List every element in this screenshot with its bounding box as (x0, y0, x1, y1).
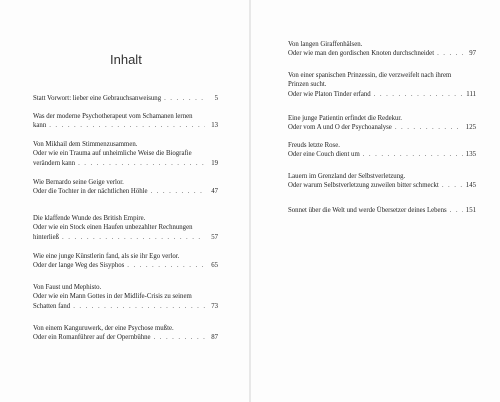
toc-entry (33, 283, 218, 311)
toc-entry-line: Prinzen sucht. (288, 81, 327, 89)
toc-entry-line: Freuds letzte Rose. (288, 142, 340, 149)
toc-page-number: 5 (214, 95, 218, 102)
toc-entry-lastline (33, 333, 218, 342)
toc-leader-dots (78, 159, 205, 168)
toc-page-number: 87 (211, 334, 218, 342)
toc-entry-lastline (33, 261, 218, 270)
toc-entry-line: Von einer spanischen Prinzessin, die verzweifelt nach ihrem (288, 72, 452, 79)
toc-leader-dots (395, 123, 463, 132)
toc-entry-line: Oder eine Couch dient um (288, 151, 360, 159)
toc-page-number: 111 (466, 90, 476, 98)
toc-entry (288, 114, 476, 133)
toc-leader-dots (450, 206, 463, 215)
toc-entry-line: Wie eine junge Künstlerin fand, als sie ihr Ego verlor. (33, 253, 180, 260)
toc-entry-lastline (33, 121, 218, 130)
toc-entry-line: Von Mikhail dem Stimmenzusammen. (33, 141, 138, 148)
toc-entry-lastline (288, 181, 476, 190)
toc-entry-lastline (33, 233, 218, 242)
toc-heading: Inhalt (110, 52, 142, 67)
toc-entry (288, 71, 476, 99)
toc-entry-line: Eine junge Patientin erfindet die Redekur. (288, 115, 403, 122)
right-page (251, 0, 500, 402)
toc-leader-dots (73, 302, 205, 311)
toc-entry-lastline (288, 206, 476, 215)
toc-entry-line: Statt Vorwort: lieber eine Gebrauchsanweisung (33, 95, 162, 102)
toc-page-number: 135 (465, 151, 476, 159)
toc-entry-line: Oder wie Platon Tinder erfand (288, 90, 371, 98)
toc-entry (33, 140, 218, 168)
toc-entry-line: Oder wie ein Stock einen Haufen unbezahlter Rechnungen (33, 224, 193, 232)
toc-entry-line: Oder wie ein Mann Gottes in der Midlife-Crisis zu seinem (33, 293, 192, 301)
toc-entry-line: Sonnet über die Welt und werde Übersetzer deines Lebens (288, 207, 447, 214)
toc-entry-line: Lauern im Grenzland der Selbstverletzung. (288, 173, 406, 180)
toc-entry (33, 252, 218, 271)
toc-leader-dots (127, 261, 205, 270)
toc-entry (288, 172, 476, 191)
toc-entry (33, 112, 218, 131)
toc-page-number: 65 (211, 262, 218, 270)
toc-leader-dots (49, 121, 205, 130)
toc-entry-line: Oder der lange Weg des Sisyphos (33, 262, 125, 270)
toc-leader-dots (164, 94, 205, 103)
toc-entry-line: Von Faust und Mephisto. (33, 284, 102, 291)
toc-entry (33, 214, 218, 242)
left-page (0, 0, 249, 402)
toc-entry-line: Schatten fand (33, 302, 71, 310)
toc-entry-line: verändern kann (33, 159, 76, 167)
toc-entry (288, 141, 476, 160)
toc-page-number: 13 (211, 122, 218, 130)
toc-leader-dots (374, 90, 463, 99)
toc-entry-line: Oder vom A und O der Psychoanalyse (288, 124, 392, 132)
toc-entry-lastline (288, 90, 476, 99)
toc-entry-lastline (33, 187, 218, 196)
toc-entry-line: Die klaffende Wunde des British Empire. (33, 215, 146, 222)
toc-entry-line: Oder die Tochter in der nächtlichen Höhle (33, 188, 148, 196)
toc-entry-lastline (33, 302, 218, 311)
toc-entry-line: Oder warum Selbstverletzung zuweilen bitter schmeckt (288, 182, 439, 190)
toc-entry-lastline (288, 123, 476, 132)
toc-entry-line: Oder ein Romanführer auf der Opernbühne (33, 334, 151, 342)
toc-entry (33, 178, 218, 197)
toc-entry (33, 324, 218, 343)
toc-leader-dots (363, 150, 463, 159)
toc-entry-line: Von langen Giraffenhälsen. (288, 41, 363, 48)
toc-leader-dots (437, 49, 463, 58)
toc-page-number: 47 (211, 188, 218, 196)
toc-entry (33, 94, 218, 103)
toc-entry-lastline (33, 94, 218, 103)
toc-leader-dots (442, 181, 463, 190)
toc-entry (288, 40, 476, 59)
toc-page-number: 57 (211, 233, 218, 241)
toc-page-number: 151 (465, 207, 476, 214)
toc-entry-lastline (288, 49, 476, 58)
toc-leader-dots (154, 333, 205, 342)
toc-leader-dots (62, 233, 205, 242)
toc-entry-line: Wie Bernardo seine Geige verlor. (33, 179, 124, 186)
toc-entry-line: kann (33, 122, 47, 130)
toc-entry-lastline (33, 159, 218, 168)
toc-page-number: 19 (211, 159, 218, 167)
toc-entry-line: Oder wie man den gordischen Knoten durchschneidet (288, 50, 435, 58)
toc-page-number: 145 (465, 182, 476, 190)
toc-entry-lastline (288, 150, 476, 159)
toc-entry-line: hinterließ (33, 233, 60, 241)
toc-entry (288, 206, 476, 215)
toc-leader-dots (151, 187, 205, 196)
toc-entry-line: Was der moderne Psychotherapeut vom Schamanen lernen (33, 113, 193, 120)
toc-page-number: 73 (211, 302, 218, 310)
toc-page-number: 97 (469, 50, 476, 58)
toc-entry-line: Von einem Kanguruwerk, der eine Psychose mußte. (33, 325, 174, 332)
toc-page-number: 125 (465, 124, 476, 132)
toc-entry-line: Oder wie ein Trauma auf unheimliche Weise die Biografie (33, 150, 192, 158)
